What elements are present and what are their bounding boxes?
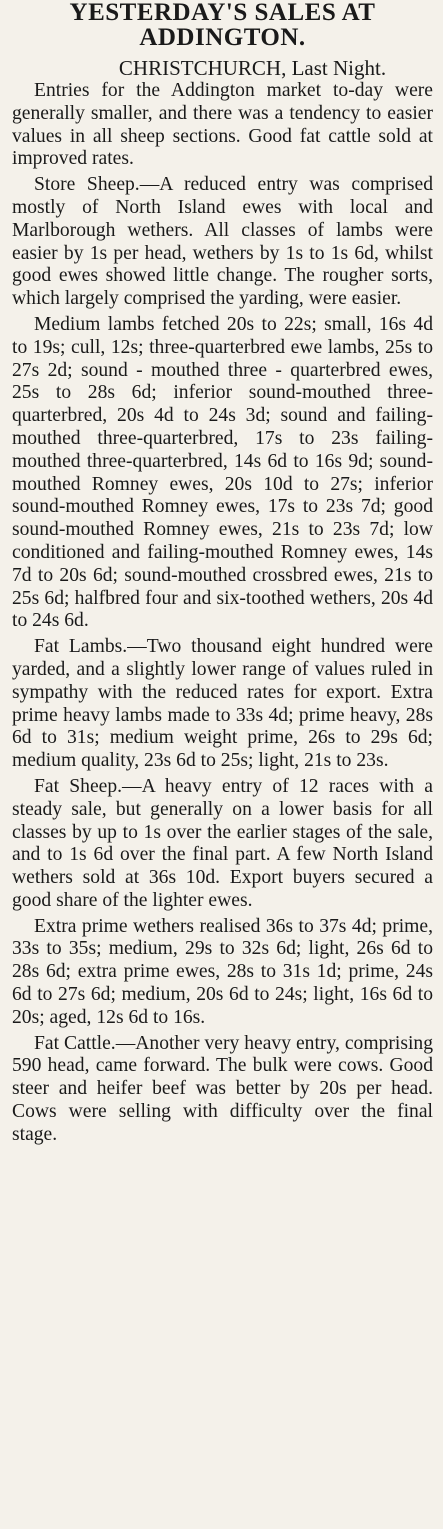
dateline: CHRISTCHURCH, Last Night. xyxy=(118,56,387,80)
paragraph-fat-sheep-prices: Extra prime wethers realised 36s to 37s 4d; prime, 33s to 35s; medium, 29s to 32s 6d; light, 26s 6d to 28s 6d; extra prime ewes, 28s to 31s 1d; prime, 24s 6d to 27s 6d; medium, 20s 6d to 24s; light, 16s 6d to 20s; aged, 12s 6d to 16s. xyxy=(12,915,433,1028)
paragraph-store-sheep: Store Sheep.—A reduced entry was comprised mostly of North Island ewes with local and Marlborough wethers. All classes of lambs were easier by 1s per head, wethers by 1s to 1s 6d, whilst good ewes showed little change. The rougher sorts, which largely comprised the yarding, were easier. xyxy=(12,174,433,310)
paragraph-store-sheep-prices: Medium lambs fetched 20s to 22s; small, 16s 4d to 19s; cull, 12s; three-quarterbred ewe lambs, 25s to 27s 2d; sound - mouthed three - quarterbred ewes, 25s to 28s 6d; inferior sound-mouthed three-quarterbred, 20s 4d to 24s 3d; sound and failing-mouthed three-quarterbred, 17s to 23s failing-mouthed three-quarterbred, 14s 6d to 16s 9d; sound-mouthed Romney ewes, 20s 10d to 27s; inferior sound-mouthed Romney ewes, 17s to 23s 7d; good sound-mouthed Romney ewes, 21s to 23s 7d; low conditioned and failing-mouthed Romney ewes, 14s 7d to 20s 6d; sound-mouthed crossbred ewes, 21s to 25s 6d; halfbred four and six-toothed wethers, 20s 4d to 24s 6d. xyxy=(12,313,433,632)
headline: YESTERDAY'S SALES AT ADDINGTON. xyxy=(69,0,376,51)
paragraph-fat-sheep: Fat Sheep.—A heavy entry of 12 races with a steady sale, but generally on a lower basis for all classes by up to 1s over the earlier stages of the sale, and to 1s 6d over the final part. A few North Island wethers sold at 36s 10d. Export buyers secured a good share of the lighter ewes. xyxy=(12,775,433,911)
paragraph-intro: Entries for the Addington market to-day were generally smaller, and there was a tendency to easier values in all sheep sections. Good fat cattle sold at improved rates. xyxy=(12,80,433,170)
paragraph-fat-cattle: Fat Cattle.—Another very heavy entry, comprising 590 head, came forward. The bulk were cows. Good steer and heifer beef was better by 20s per head. Cows were selling with difficulty over the final stage. xyxy=(12,1032,433,1145)
paragraph-fat-lambs: Fat Lambs.—Two thousand eight hundred were yarded, and a slightly lower range of values ruled in sympathy with the reduced rates for export. Extra prime heavy lambs made to 33s 4d; prime heavy, 28s 6d to 31s; medium weight prime, 26s to 29s 6d; medium quality, 23s 6d to 25s; light, 21s to 23s. xyxy=(12,636,433,772)
